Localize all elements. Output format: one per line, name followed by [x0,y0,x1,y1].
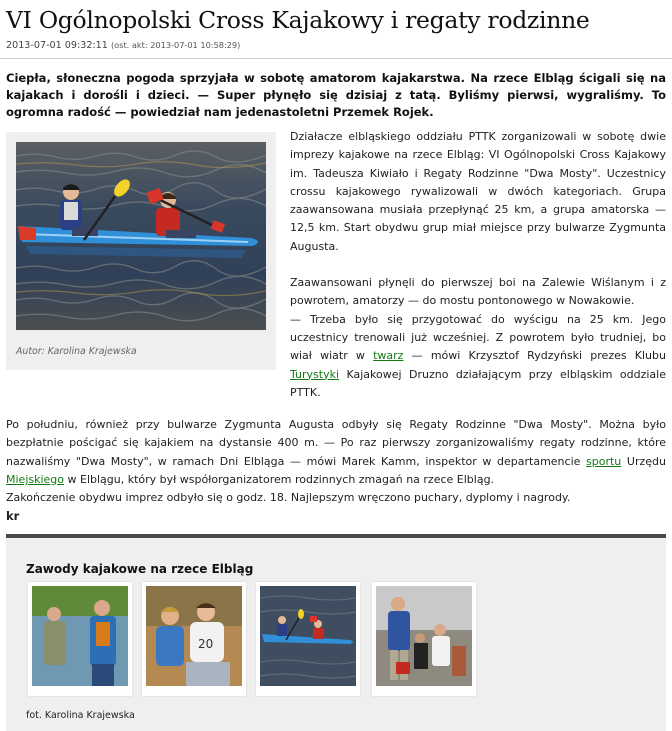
keyword-link-sportu[interactable]: sportu [586,454,622,468]
paragraph-2: Zaawansowani płynęli do pierwszej boi na Zalewie Wiślanym i z powrotem, amatorzy — do mostu pontonowego w Nowakowie. [290,276,666,308]
keyword-link-miejskiego[interactable]: Miejskiego [6,472,65,486]
paragraph-4: Po południu, również przy bulwarze Zygmunta Augusta odbyły się Regaty Rodzinne "Dwa Mosty". Można było bezpłatnie pościgać się kajakiem na dystansie 400 m. — Po raz pierwszy zorganizowaliśmy regaty rodzinne, które nazwaliśmy "Dwa Mosty", w ramach Dni Elbląga — mówi Marek Kamm, inspektor w departamencie sportu Urzędu Miejskiego w Elblągu, który był współorganizatorem rodzinnych zmagań na rzece Elbląg. [6,418,666,486]
header-divider [0,58,672,59]
svg-text:20: 20 [198,637,214,651]
paragraph-1: Działacze elbląskiego oddziału PTTK zorganizowali w sobotę dwie imprezy kajakowe na rzece Elbląg: VI Ogólnopolski Cross Kajakowy im. Tadeusza Kiwiało i Regaty Rodzinne "Dwa Mosty". Uczestnicy crossu kajakowego rywalizowali w dwóch kategoriach. Grupa zaawansowana musiała przepłynąć 25 km, a grupa amatorska — 12,5 km. Start obydwu grup miał miejsce przy bulwarze Zygmunta Augusta. [290,130,666,253]
article-body-column [290,128,666,402]
paragraph-5: Zakończenie obydwu imprez odbyło się o godz. 18. Najlepszym wręczono puchary, dyplomy i nagrody. [6,491,571,505]
gallery-caption: fot. Karolina Krajewska [26,710,135,721]
article-body-full [6,416,666,526]
gallery-thumb-3[interactable] [256,582,360,696]
photo-caption: Autor: Karolina Krajewska [16,346,137,357]
keyword-link-turystyki[interactable]: Turystyki [290,367,340,381]
article-author: kr [6,509,20,524]
keyword-link-twarz[interactable]: twarz [373,349,404,363]
gallery-title: Zawody kajakowe na rzece Elbląg [26,562,254,576]
update-info: (ost. akt: 2013-07-01 10:58:29) [110,40,241,50]
publish-date: 2013-07-01 09:32:11 [6,40,108,51]
gallery-thumb-4[interactable] [372,582,476,696]
gallery-thumb-1[interactable] [28,582,132,696]
article-meta [6,40,240,51]
photo-gallery [6,534,666,731]
main-photo-box [6,132,276,370]
article-title: VI Ogólnopolski Cross Kajakowy i regaty rodzinne [6,6,590,34]
main-photo[interactable] [16,142,266,330]
gallery-thumb-2[interactable] [142,582,246,696]
article-lead: Ciepła, słoneczna pogoda sprzyjała w sobotę amatorom kajakarstwa. Na rzece Elbląg ścigali się na kajakach i dorośli i dzieci. — Super płynęło się dzisiaj z tatą. Byliśmy pierwsi, wygraliśmy. To ogromna radość — powiedział nam jedenastoletni Przemek Rojek. [6,71,666,119]
paragraph-3: — Trzeba było się przygotować do wyścigu na 25 km. Jego uczestnicy trenowali już wcześniej. Z powrotem było trudniej, bo wiał wiatr w twarz — mówi Krzysztof Rydzyński prezes Klubu Turystyki Kajakowej Druzno działającym przy elbląskim oddziale PTTK. [290,312,666,399]
update-date: 2013-07-01 10:58:29 [150,40,238,50]
